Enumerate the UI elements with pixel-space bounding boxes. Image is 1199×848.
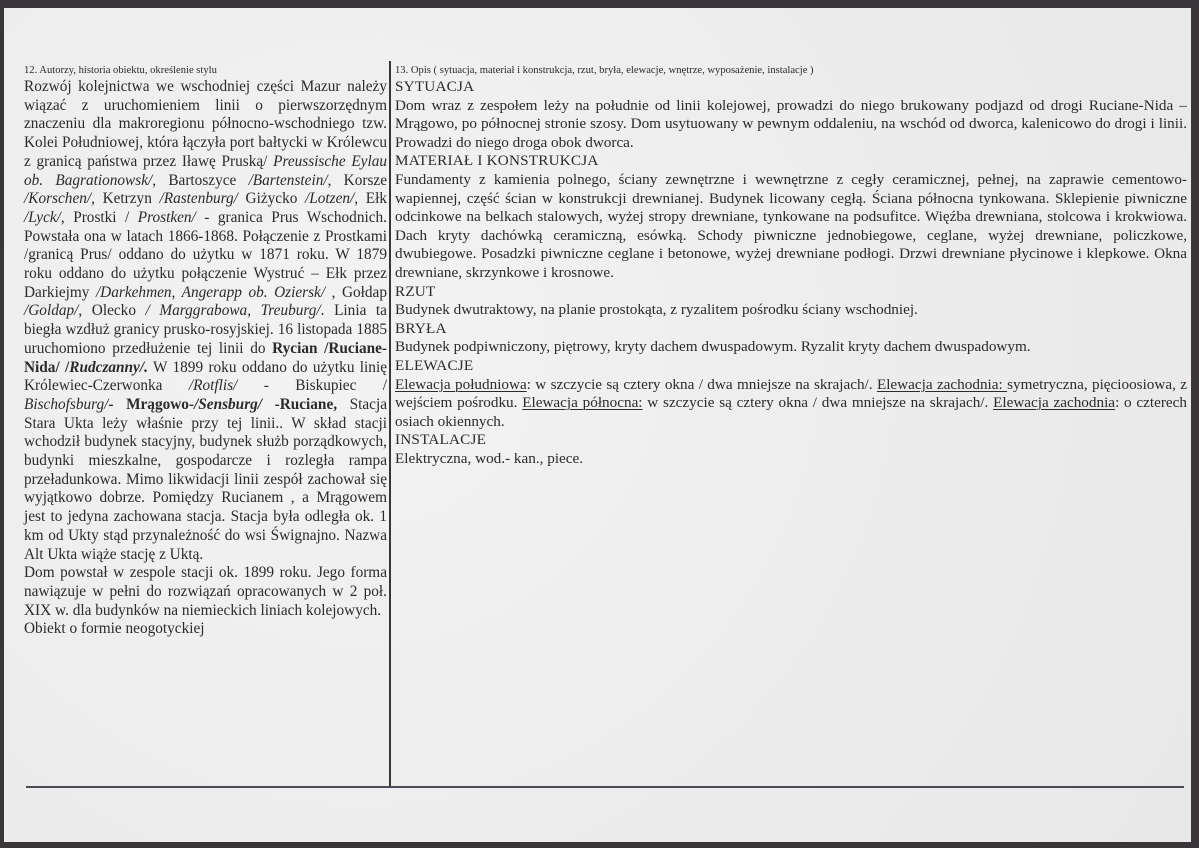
origin-paragraph: Dom powstał w zespole stacji ok. 1899 roku. Jego forma nawiązuje w pełni do rozwiązań opracowanych w 2 poł. XIX w. dla budynków na niemieckich liniach kolejowych. [24,564,387,619]
style-paragraph: Obiekt o formie neogotyckiej [24,620,205,638]
heading-instalacje: INSTALACJE [395,431,487,449]
column-divider [389,61,391,788]
table-bottom-rule [26,786,1184,788]
text-material: Fundamenty z kamienia polnego, ściany zewnętrzne i wewnętrzne z cegły ceramicznej, pełnej, na zaprawie cementowo-wapiennej, część ścian w konstrukcji drewnianej. Budynek licowany cegłą. Ściana północna tynkowana. Sklepienie piwniczne odcinkowe na belkach stalowych, wyżej stropy drewniane, tynkowane na podsufitce. Więźba drewniana, stolcowa i krokwiowa. Dach kryty dachówką ceramiczną, esówką. Schody piwniczne jednobiegowe, ceglane, wyżej drewniane, policzkowe, dwubiegowe. Posadzki piwniczne ceglane i betonowe, wyżej drewniane podłogi. Drzwi drewniane płycinowe i klepkowe. Okna drewniane, skrzynkowe i krosnowe. [395,170,1187,281]
label-south-elevation: Elewacja południowa [395,375,527,393]
history-paragraph: Rozwój kolejnictwa we wschodniej części Mazur należy wiązać z uruchomieniem linii o pierwszorzędnym znaczeniu dla makroregionu północno-wschodniego tzw. Kolei Południowej, która łączyła port bałtycki w Królewcu z granicą państwa przez Iławę Pruską/ Preussische Eylau ob. Bagrationowsk/, Bartoszyce /Bartenstein/, Korsze /Korschen/, Ketrzyn /Rastenburg/ Giżycko /Lotzen/, Ełk /Lyck/, Prostki / Prostken/ - granica Prus Wschodnich. Powstała ona w latach 1866-1868. Połączenie z Prostkami /granicą Prus/ oddano do użytku w 1871 roku. W 1879 roku oddano do użytku połączenie Wystruć – Ełk przez Darkiejmy /Darkehmen, Angerapp ob. Oziersk/ , Gołdap /Goldap/, Olecko / Marggrabowa, Treuburg/. Linia ta biegła wzdłuż granicy prusko-rosyjskiej. 16 listopada 1885 uruchomiono przedłużenie tej linii do Rycian /Ruciane-Nida/ /Rudczanny/. W 1899 roku oddano do użytku linię Królewiec-Czerwonka /Rotflis/ - Biskupiec / Bischofsburg/- Mrągowo-/Sensburg/ -Ruciane, Stacja Stara Ukta leży właśnie przy tej linii.. W skład stacji wchodził budynek stacyjny, budynek służb porządkowych, budynki mieszkalne, gospodarcze i rozległa rampa przeładunkowa. Mimo likwidacji linii zespół zachował się wyjątkowo dobrze. Pomiędzy Rucianem , a Mrągowem jest to jedyna zachowana stacja. Stacja była odległa ok. 1 km od Ukty stąd przynależność do wsi Śwignajno. Nazwa Alt Ukta wiąże stację z Uktą. [24,78,388,563]
text-elewacje: Elewacja południowa: w szczycie są cztery okna / dwa mniejsze na skrajach/. Elewacja zachodnia: symetryczna, pięcioosiowa, z wejściem pośrodku. Elewacja północna: w szczycie są cztery okna / dwa mniejsze na skrajach/. Elewacja zachodnia: o czterech osiach okiennych. [395,375,1187,430]
label-west-elevation: Elewacja zachodnia: [876,375,1008,393]
text-bryla: Budynek podpiwniczony, piętrowy, kryty dachem dwuspadowym. Ryzalit kryty dachem dwuspadowym. [395,338,1031,356]
heading-bryla: BRYŁA [395,319,447,337]
heading-elewacje: ELEWACJE [395,356,474,374]
text-rzut: Budynek dwutraktowy, na planie prostokąta, z ryzalitem pośrodku ściany wschodniej. [395,301,918,319]
heading-sytuacja: SYTUACJA [395,78,475,95]
text-instalacje: Elektryczna, wod.- kan., piece. [395,449,584,467]
section-13-description [395,64,1187,468]
label-west-elevation-2: Elewacja zachodnia [993,394,1116,412]
section-12-history [24,64,387,639]
section-12-title: 12. Autorzy, historia obiektu, określenie stylu [24,65,217,76]
heading-material: MATERIAŁ I KONSTRUKCJA [395,152,599,170]
text-sytuacja: Dom wraz z zespołem leży na południe od linii kolejowej, prowadzi do niego brukowany podjazd od drogi Ruciane-Nida – Mrągowo, po północnej stronie szosy. Dom usytuowany w pewnym oddaleniu, na wschód od dworca, kalenicowo do drogi i linii. Prowadzi do niego droga obok dworca. [395,96,1187,151]
heading-rzut: RZUT [395,282,436,300]
document-sheet [4,8,1191,842]
section-13-title: 13. Opis ( sytuacja, materiał i konstrukcja, rzut, bryła, elewacje, wnętrze, wyposażenie, instalacje ) [395,65,814,76]
label-north-elevation: Elewacja północna: [522,394,643,412]
